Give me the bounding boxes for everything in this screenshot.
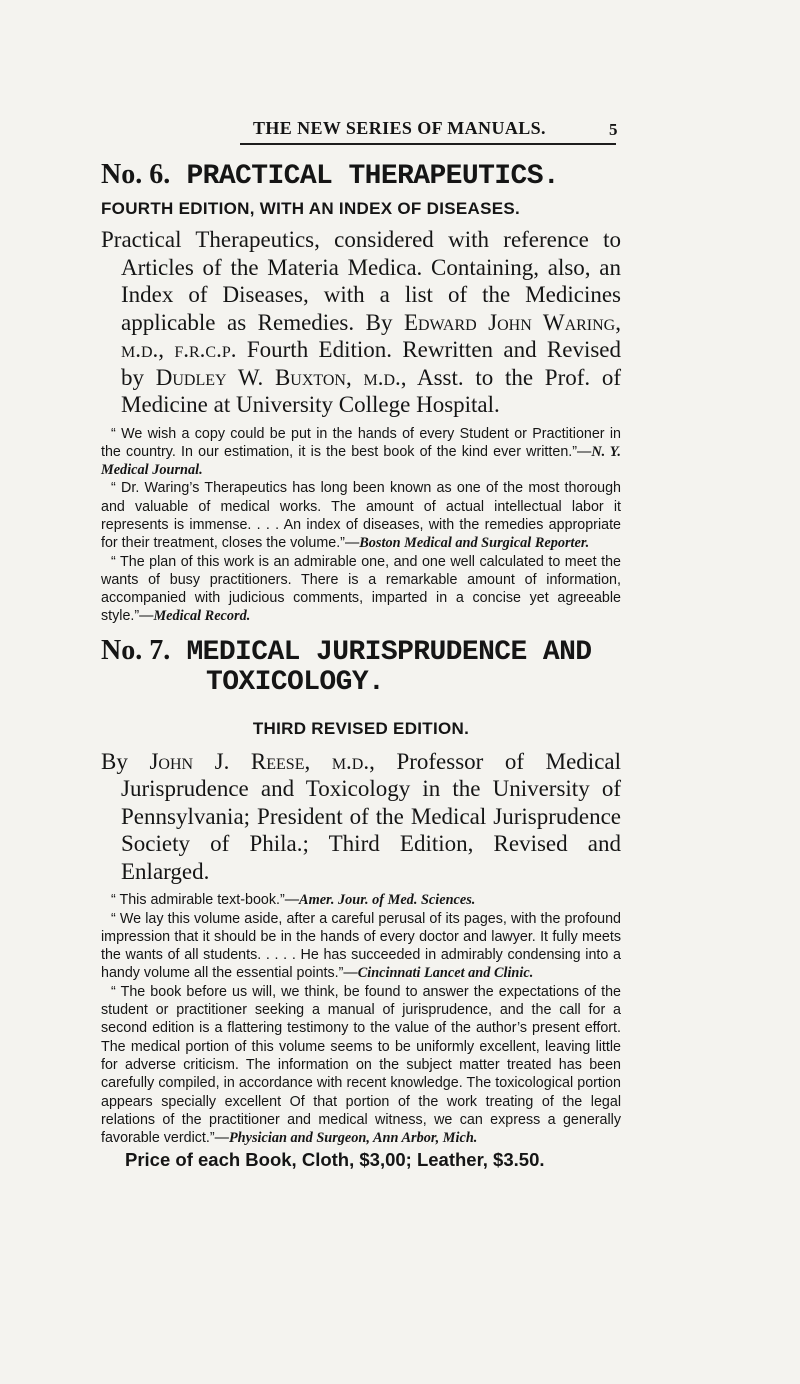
author-name: Edward John Waring — [403, 309, 616, 335]
review-quote — [101, 553, 621, 626]
desc-text: , Asst. to the Prof. of Medicine at University College Hospital. — [121, 364, 622, 417]
manual-6-description — [101, 226, 621, 419]
review-text: “ This admirable text-book.”— — [111, 892, 300, 909]
content — [101, 160, 621, 1171]
manual-6-edition: FOURTH EDITION, WITH AN INDEX OF DISEASES. — [101, 199, 521, 218]
author-name: Dudley W. Buxton — [155, 364, 346, 390]
desc-text: , — [615, 309, 621, 335]
running-title: THE NEW SERIES OF MANUALS. — [253, 118, 546, 138]
review-text: “ We lay this volume aside, after a careful perusal of its pages, with the profound impression that it should be in the hands of every doctor and lawyer. It fully meets the wants of all students. . . . . He has succeeded in admirably condensing into a handy volume all the essential points.”— — [101, 910, 621, 982]
desc-text: , Professor of Medical Jurisprudence and Toxicology in the University of Pennsylvania; President of the Medical Jurisprudence Society of Phila.; Third Edition, Revised and Enlarged. — [121, 748, 622, 884]
manual-7-edition: THIRD REVISED EDITION. — [252, 718, 470, 738]
review-source: Physician and Surgeon, Ann Arbor, Mich. — [228, 1130, 478, 1147]
review-text: “ The plan of this work is an admirable one, and one well calculated to meet the wants of busy practitioners. There is a remarkable amount of information, accompanied with judicious comments, imparted in a concise yet agreeable style.”— — [101, 553, 621, 625]
review-quote — [101, 891, 621, 909]
desc-text: By — [101, 748, 150, 774]
manual-6-reviews — [101, 425, 621, 626]
manual-7-section — [101, 636, 621, 1148]
page-number: 5 — [609, 120, 618, 139]
manual-7-reviews — [101, 891, 621, 1147]
review-source: N. Y. Medical Journal. — [101, 443, 621, 479]
review-text: “ Dr. Waring’s Therapeutics has long been known as one of the most thorough and valuable of medical works. The amount of actual intellectual labor it represents is immense. . . . An index of diseases, with the remedies appropriate for their treatment, closes the volume.”— — [101, 480, 621, 552]
manual-7-title-line-1: MEDICAL JURISPRUDENCE AND — [186, 636, 592, 668]
manual-7-heading — [101, 636, 621, 698]
running-head — [0, 118, 800, 142]
review-quote — [101, 983, 621, 1148]
review-text: “ We wish a copy could be put in the hands of every Student or Practitioner in the country. In our estimation, it is the best book of the kind ever written.”— — [101, 425, 621, 460]
author-degree: m.d. — [331, 748, 370, 774]
review-text: “ The book before us will, we think, be found to answer the expectations of the student or practitioner seeking a manual of jurisprudence, and the call for a second edition is a flattering testimony to the value of the author’s present effort. The medical portion of this volume seems to be uniformly excellent, leaving little for adverse criticism. The information on the subject matter treated has been carefully compiled, in accordance with recent knowledge. The toxicological portion appears specially excellent Of that portion of the work treating of the legal relations of the practitioner and medical witness, we can express a generally favorable verdict.”— — [101, 983, 621, 1147]
author-degree: m.d. — [363, 364, 401, 390]
desc-text: Practical Therapeutics, considered with reference to Articles of the Materia Medica. Containing, also, an Index of Diseases, with a list of the Medicines applicable as Remedies. By — [101, 227, 621, 335]
desc-text: Fourth Edition. Rewritten and Revised by — [121, 337, 621, 390]
review-source: Medical Record. — [153, 608, 251, 625]
manual-6-section — [101, 160, 621, 626]
manual-6-heading — [101, 160, 621, 192]
price-line: Price of each Book, Cloth, $3,00; Leather, $3.50. — [125, 1149, 545, 1171]
review-source: Amer. Jour. of Med. Sciences. — [299, 892, 476, 909]
header-rule — [240, 143, 616, 145]
review-source: Cincinnati Lancet and Clinic. — [357, 965, 534, 982]
manual-7-description — [101, 748, 621, 886]
review-quote — [101, 910, 621, 983]
review-quote — [101, 479, 621, 552]
manual-7-number: No. 7. — [101, 634, 171, 666]
desc-text: , — [304, 748, 332, 774]
review-quote — [101, 425, 621, 480]
author-degree: m.d., f.r.c.p. — [121, 337, 237, 362]
review-source: Boston Medical and Surgical Reporter. — [359, 535, 590, 552]
manual-7-title-line-2: TOXICOLOGY. — [206, 666, 385, 698]
manual-6-title: PRACTICAL THERAPEUTICS. — [186, 161, 560, 192]
author-name: John J. Reese — [149, 748, 305, 774]
manual-6-number: No. 6. — [101, 159, 171, 190]
desc-text: , — [345, 364, 364, 390]
